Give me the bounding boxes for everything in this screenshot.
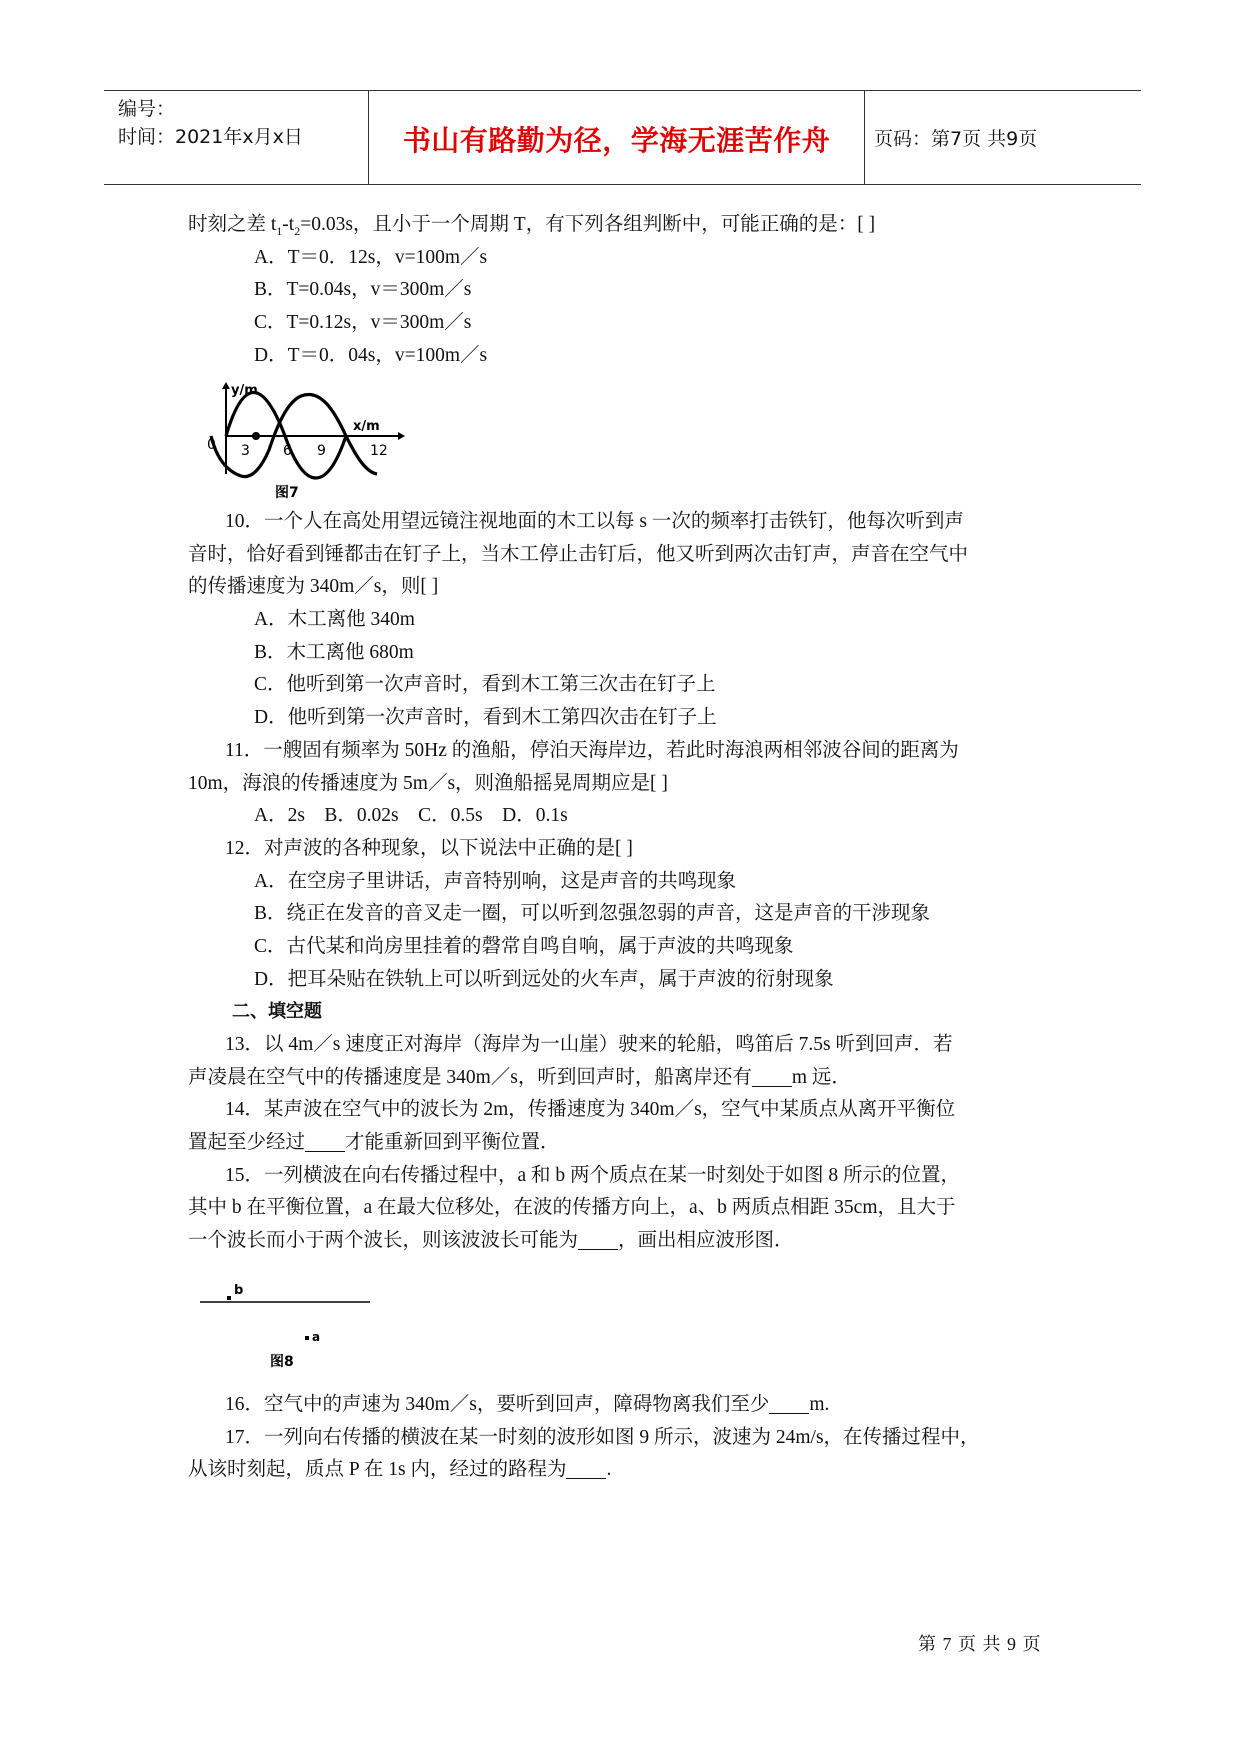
answer-blank <box>305 1131 345 1152</box>
answer-blank <box>566 1458 606 1479</box>
tick-label: 3 <box>241 443 250 459</box>
header-meta <box>118 95 303 151</box>
question-14-line: 14．某声波在空气中的波长为 2m，传播速度为 340m／s，空气中某质点从离开平衡位 <box>225 1099 956 1121</box>
answer-blank <box>769 1393 809 1414</box>
option: C．古代某和尚房里挂着的磬常自鸣自响，属于声波的共鸣现象 <box>254 935 794 957</box>
question-content <box>188 1389 1063 1487</box>
header-page-number: 页码：第7页 共9页 <box>874 128 1038 150</box>
point-a-marker <box>305 1336 309 1340</box>
subscript: 1 <box>276 223 283 238</box>
question-13-line <box>188 1062 1063 1095</box>
option: C．他听到第一次声音时，看到木工第三次击在钉子上 <box>254 674 716 696</box>
q13-text: m 远． <box>791 1066 851 1088</box>
option: B．绕正在发音的音叉走一圈，可以听到忽强忽弱的声音，这是声音的干涉现象 <box>254 903 931 925</box>
figure-caption: 图8 <box>270 1354 294 1370</box>
y-axis-label: y/m <box>231 383 258 398</box>
question-15-line: 其中 b 在平衡位置，a 在最大位移处，在波的传播方向上，a、b 两质点相距 35cm，且大于 <box>188 1197 956 1219</box>
point-a-label: a <box>312 1330 321 1344</box>
page-footer: 第 7 页 共 9 页 <box>918 1634 1042 1654</box>
page-header <box>104 90 1141 185</box>
x-axis-arrow-icon <box>398 432 405 440</box>
option: D．把耳朵贴在铁轨上可以听到远处的火车声，属于声波的衍射现象 <box>254 968 834 990</box>
question-10-line: 的传播速度为 340m／s，则[ ] <box>188 576 439 598</box>
option: A．木工离他 340m <box>254 609 415 631</box>
q16-text: 16．空气中的声速为 340m／s，要听到回声，障碍物离我们至少 <box>225 1394 770 1415</box>
question-17-line: 17．一列向右传播的横波在某一时刻的波形如图 9 所示，波速为 24m/s，在传播过程中， <box>225 1426 980 1448</box>
question-10-line: 音时，恰好看到锤都击在钉子上，当木工停止击钉后，他又听到两次击钉声，声音在空气中 <box>188 543 969 565</box>
option: B．T=0.04s，v＝300m／s <box>254 279 472 301</box>
tick-label: 9 <box>317 443 326 459</box>
x-axis-label: x/m <box>353 419 380 434</box>
q13-text: 声凌晨在空气中的传播速度是 340m／s，听到回声时，船离岸还有 <box>188 1066 752 1088</box>
q17-text: 从该时刻起，质点 P 在 1s 内，经过的路程为 <box>188 1459 567 1481</box>
option: A．2s B．0.02s C．0.5s D．0.1s <box>254 805 568 827</box>
question-11-line: 11．一艘固有频率为 50Hz 的渔船，停泊天海岸边，若此时海浪两相邻波谷间的距离为 <box>225 739 959 761</box>
option: A．T＝0．12s，v=100m／s <box>254 246 488 268</box>
answer-blank <box>578 1229 618 1250</box>
question-16-line <box>188 1389 1063 1422</box>
question-content <box>188 209 1063 372</box>
tick-label: 6 <box>283 443 292 459</box>
answer-blank <box>752 1066 792 1087</box>
q15-text: 一个波长而小于两个波长，则该波波长可能为 <box>188 1230 579 1252</box>
section-heading: 二、填空题 <box>232 1001 322 1023</box>
figure-caption: 图7 <box>275 485 299 501</box>
origin-label: 0 <box>207 437 216 453</box>
question-12-line: 12．对声波的各种现象，以下说法中正确的是[ ] <box>225 837 633 859</box>
figure-7-wave-graph <box>205 382 405 502</box>
option: A．在空房子里讲话，声音特别响，这是声音的共鸣现象 <box>254 870 737 892</box>
question-15-line <box>188 1225 1063 1258</box>
subscript: 2 <box>294 223 301 238</box>
question-11-line: 10m，海浪的传播速度为 5m／s，则渔船摇晃周期应是[ ] <box>188 772 668 794</box>
header-motto: 书山有路勤为径，学海无涯苦作舟 <box>402 124 831 157</box>
question-content <box>188 506 1063 1258</box>
option: B．木工离他 680m <box>254 641 414 663</box>
tick-label: 12 <box>370 443 388 459</box>
q17-text: . <box>606 1459 612 1481</box>
serial-label: 编号： <box>118 98 176 120</box>
header-divider <box>368 91 369 184</box>
q16-text: m. <box>809 1394 830 1415</box>
question-13-line: 13．以 4m／s 速度正对海岸（海岸为一山崖）驶来的轮船，鸣笛后 7.5s 听到回声．若 <box>225 1034 953 1055</box>
point-marker <box>252 432 260 440</box>
point-b-label: b <box>234 1283 244 1298</box>
q14-text: 置起至少经过 <box>188 1132 306 1154</box>
question-15-line: 15．一列横波在向右传播过程中，a 和 b 两个质点在某一时刻处于如图 8 所示的位置， <box>225 1164 961 1186</box>
question-17-line <box>188 1454 1063 1487</box>
time-label: 时间：2021年x月x日 <box>118 126 303 148</box>
point-b-marker <box>227 1296 231 1300</box>
option: D．他听到第一次声音时，看到木工第四次击在钉子上 <box>254 707 717 729</box>
q9-text: =0.03s，且小于一个周期 T，有下列各组判断中，可能正确的是：[ ] <box>300 214 876 235</box>
option: C．T=0.12s，v＝300m／s <box>254 312 472 334</box>
question-10-line: 10．一个人在高处用望远镜注视地面的木工以每 s 一次的频率打击铁钉，他每次听到声 <box>225 511 964 532</box>
y-axis-arrow-icon <box>222 382 230 389</box>
option: D．T＝0．04s，v=100m／s <box>254 344 488 366</box>
question-14-line <box>188 1127 1063 1160</box>
header-divider <box>864 91 865 184</box>
q14-text: 才能重新回到平衡位置． <box>345 1132 560 1154</box>
q15-text: ，画出相应波形图． <box>618 1230 794 1252</box>
figure-8-points <box>198 1282 378 1372</box>
question-9-tail <box>188 209 1063 242</box>
q9-text: 时刻之差 t <box>188 214 277 235</box>
q9-text: -t <box>282 214 295 235</box>
